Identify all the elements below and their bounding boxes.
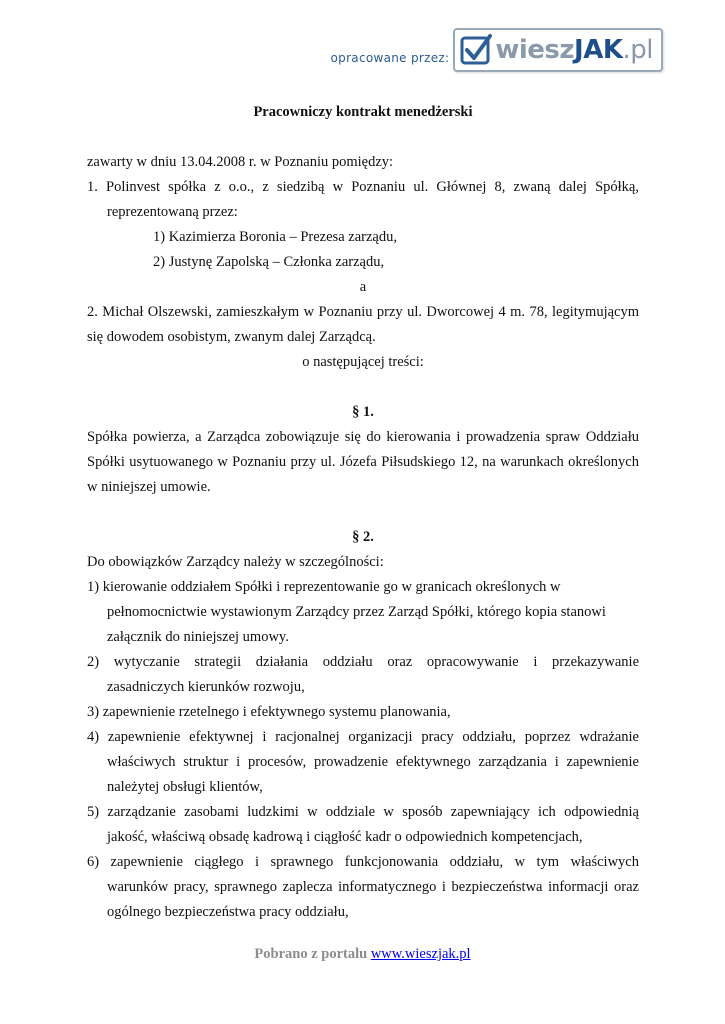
duty-item-3: 3) zapewnienie rzetelnego i efektywnego systemu planowania, bbox=[87, 704, 451, 720]
party2-line2: się dowodem osobistym, zwanym dalej Zarządcą. bbox=[87, 329, 376, 345]
footer-link[interactable]: www.wieszjak.pl bbox=[370, 946, 471, 962]
section1-line: Spółki usytuowanego w Poznaniu przy ul. Józefa Piłsudskiego 12, na warunkach określonych bbox=[87, 454, 639, 470]
logo-wiesz: wiesz bbox=[495, 35, 575, 65]
duty-item-1-cont: pełnomocnictwie wystawionym Zarządcy przez Zarząd Spółki, którego kopia stanowi bbox=[107, 604, 606, 620]
page-footer bbox=[0, 946, 725, 963]
section2-heading: § 2. bbox=[352, 529, 374, 545]
section2-intro: Do obowiązków Zarządcy należy w szczególności: bbox=[87, 554, 384, 570]
logo-pl: .pl bbox=[622, 35, 653, 65]
logo-prefix: opracowane przez: bbox=[330, 51, 450, 65]
duty-item-1-cont: załącznik do niniejszej umowy. bbox=[107, 629, 289, 645]
duty-item-4-cont: właściwych struktur i procesów, prowadzenie efektywnego zarządzania i zapewnienie bbox=[107, 754, 639, 770]
duty-item-5: 5) zarządzanie zasobami ludzkimi w oddziale w sposób zapewniający ich odpowiednią bbox=[87, 804, 639, 820]
header-logo[interactable] bbox=[331, 28, 663, 72]
intro-line: zawarty w dniu 13.04.2008 r. w Poznaniu pomiędzy: bbox=[87, 154, 394, 170]
duty-item-4-cont: należytej obsługi klientów, bbox=[107, 779, 263, 795]
party1-rep-2: 2) Justynę Zapolską – Członka zarządu, bbox=[153, 254, 385, 270]
duty-item-2-cont: zasadniczych kierunków rozwoju, bbox=[107, 679, 305, 695]
document-title: Pracowniczy kontrakt menedżerski bbox=[253, 104, 473, 120]
party2-line1: 2. Michał Olszewski, zamieszkałym w Poznaniu przy ul. Dworcowej 4 m. 78, legitymującym bbox=[87, 304, 639, 320]
duty-item-5-cont: jakość, właściwą obsadę kadrową i ciągłość kadr o odpowiednich kompetencjach, bbox=[107, 829, 583, 845]
logo-jak: JAK bbox=[574, 35, 623, 65]
party1-line1: 1. Polinvest spółka z o.o., z siedzibą w Poznaniu ul. Głównej 8, zwaną dalej Spółką, bbox=[87, 179, 639, 195]
logo-text bbox=[495, 35, 653, 65]
wieszjak-logo[interactable] bbox=[453, 28, 663, 72]
party1-line2: reprezentowaną przez: bbox=[107, 204, 238, 220]
duty-item-4: 4) zapewnienie efektywnej i racjonalnej organizacji pracy oddziału, poprzez wdrażanie bbox=[87, 729, 639, 745]
duty-item-6: 6) zapewnienie ciągłego i sprawnego funkcjonowania oddziału, w tym właściwych bbox=[87, 854, 639, 870]
duty-item-1: 1) kierowanie oddziałem Spółki i reprezentowanie go w granicach określonych w bbox=[87, 579, 561, 595]
checkmark-icon bbox=[459, 33, 493, 67]
duty-item-6-cont: ogólnego bezpieczeństwa pracy oddziału, bbox=[107, 904, 349, 920]
party1-rep-1: 1) Kazimierza Boronia – Prezesa zarządu, bbox=[153, 229, 397, 245]
section1-line: Spółka powierza, a Zarządca zobowiązuje się do kierowania i prowadzenia spraw Oddziału bbox=[87, 429, 639, 445]
duty-item-2: 2) wytyczanie strategii działania oddziału oraz opracowywanie i przekazywanie bbox=[87, 654, 639, 670]
section1-line: w niniejszej umowie. bbox=[87, 479, 211, 495]
duty-item-6-cont: warunków pracy, sprawnego zaplecza informatycznego i bezpieczeństwa informacji oraz bbox=[107, 879, 639, 895]
footer-label: Pobrano z portalu bbox=[254, 946, 368, 962]
content-intro: o następującej treści: bbox=[302, 354, 424, 370]
conjunction: a bbox=[359, 279, 367, 295]
section1-heading: § 1. bbox=[352, 404, 374, 420]
